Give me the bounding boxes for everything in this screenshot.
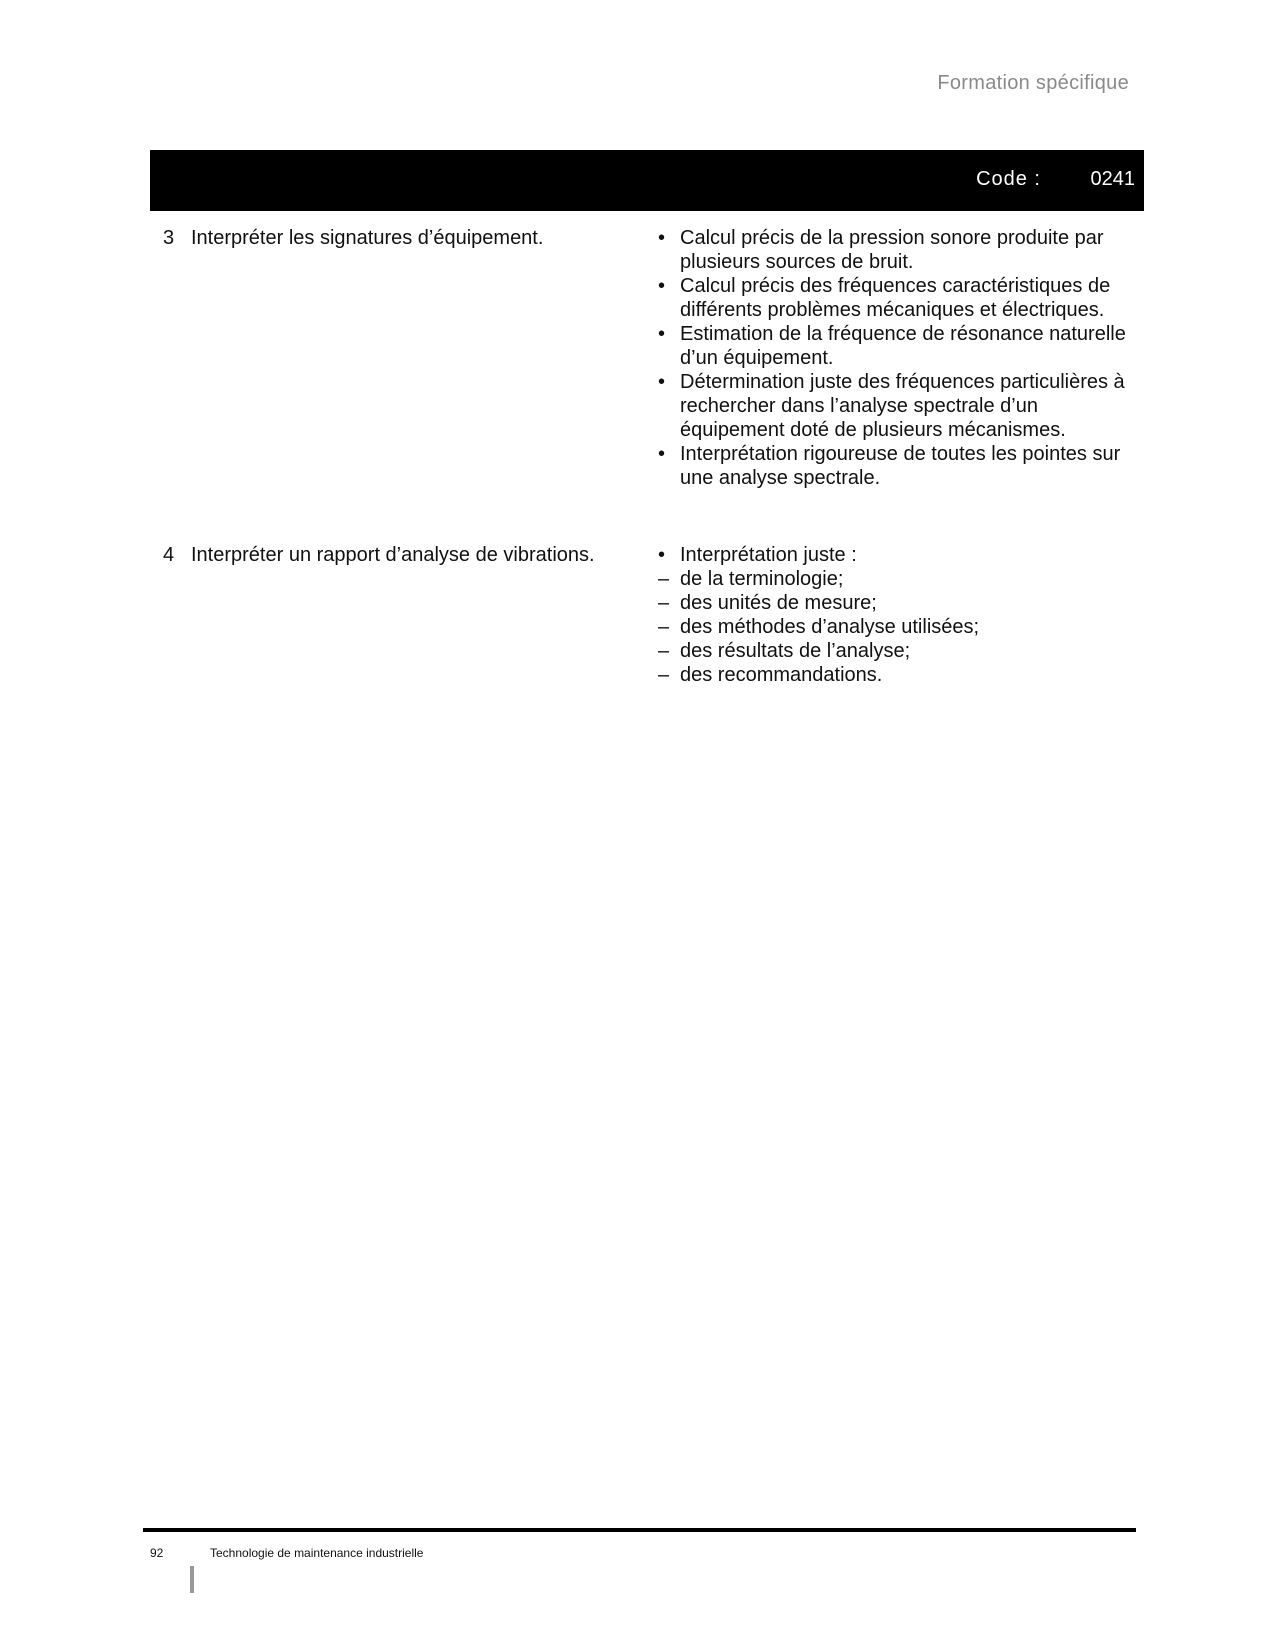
criteria-list bbox=[658, 543, 1138, 567]
performance-criteria bbox=[658, 226, 1138, 490]
criterion-item: • Interprétation rigoureuse de toutes les pointes sur une analyse spectrale. bbox=[658, 442, 1138, 490]
element-number: 4 bbox=[163, 544, 175, 566]
code-bar bbox=[150, 150, 1144, 211]
footer-title: Technologie de maintenance industrielle bbox=[210, 1546, 424, 1560]
criterion-item: • Estimation de la fréquence de résonance naturelle d’un équipement. bbox=[658, 322, 1138, 370]
sub-criteria-list bbox=[658, 567, 1138, 687]
page-number: 92 bbox=[150, 1546, 164, 1560]
criterion-item: • Calcul précis de la pression sonore produite par plusieurs sources de bruit. bbox=[658, 226, 1138, 274]
running-head-title: Formation spécifique bbox=[937, 72, 1129, 94]
sub-criterion-item: – des recommandations. bbox=[658, 663, 1138, 687]
sub-criterion-item: – des méthodes d’analyse utilisées; bbox=[658, 615, 1138, 639]
footer-divider bbox=[143, 1528, 1136, 1532]
sub-criterion-item: – des unités de mesure; bbox=[658, 591, 1138, 615]
code-label: Code : bbox=[976, 168, 1041, 190]
element-text: Interpréter un rapport d’analyse de vibrations. bbox=[191, 544, 595, 566]
element-number: 3 bbox=[163, 227, 175, 249]
element-text: Interpréter les signatures d’équipement. bbox=[191, 227, 544, 249]
sub-criterion-item: – de la terminologie; bbox=[658, 567, 1138, 591]
element-statement bbox=[163, 543, 595, 567]
performance-criteria bbox=[658, 543, 1138, 687]
criterion-item: • Calcul précis des fréquences caractéristiques de différents problèmes mécaniques et électriques. bbox=[658, 274, 1138, 322]
element-statement bbox=[163, 226, 543, 250]
criterion-item bbox=[658, 543, 1138, 567]
criteria-list bbox=[658, 226, 1138, 490]
criterion-intro: Interprétation juste : bbox=[680, 544, 857, 566]
criterion-item: • Détermination juste des fréquences particulières à rechercher dans l’analyse spectrale d’un équipement doté de plusieurs mécanismes. bbox=[658, 370, 1138, 442]
code-value: 0241 bbox=[1090, 168, 1135, 190]
footer-margin-mark bbox=[190, 1566, 194, 1593]
sub-criterion-item: – des résultats de l’analyse; bbox=[658, 639, 1138, 663]
